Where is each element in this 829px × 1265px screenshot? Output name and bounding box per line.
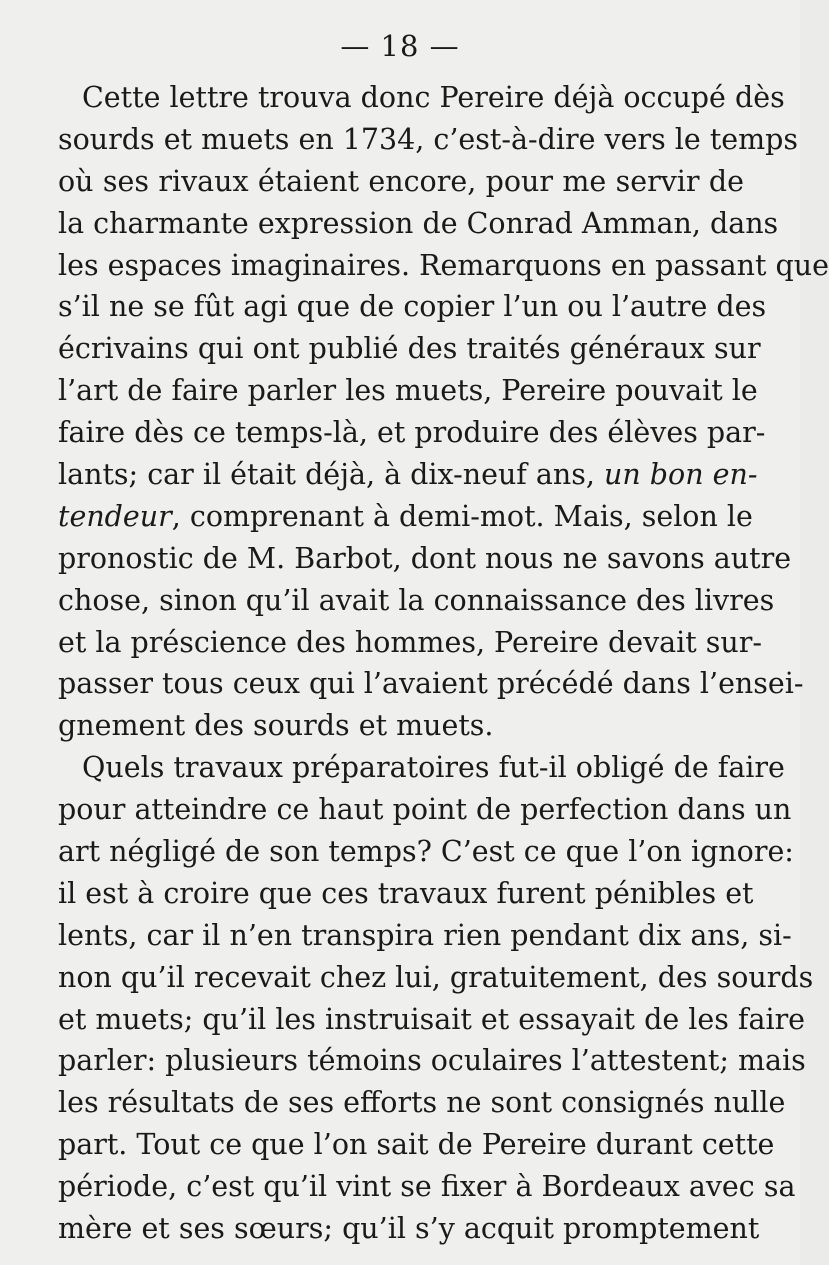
text-line: parler: plusieurs témoins oculaires l’attestent; mais [58,1044,806,1078]
text-line: s’il ne se fût agi que de copier l’un ou l’autre des [58,290,767,324]
text-line: les résultats de ses efforts ne sont consignés nulle [58,1086,786,1120]
page-number: — 18 — [340,29,460,63]
text-run: lants; car il était déjà, à dix-neuf ans, [58,458,605,492]
text-line: mère et ses sœurs; qu’il s’y acquit promptement [58,1212,760,1246]
text-line: écrivains qui ont publié des traités généraux sur [58,332,761,366]
text-line: où ses rivaux étaient encore, pour me servir de [58,164,744,198]
text-line: pour atteindre ce haut point de perfection dans un [58,793,792,827]
text-line: part. Tout ce que l’on sait de Pereire durant cette [58,1128,775,1162]
text-line: il est à croire que ces travaux furent pénibles et [58,876,754,910]
text-line: et muets; qu’il les instruisait et essayait de les faire [58,1002,806,1036]
text-line: art négligé de son temps? C’est ce que l’on ignore: [58,835,794,869]
text-line: passer tous ceux qui l’avaient précédé dans l’ensei- [58,667,804,701]
text-line [58,496,753,538]
text-line [58,454,758,496]
text-line: sourds et muets en 1734, c’est-à-dire vers le temps [58,122,799,156]
italic-text: tendeur [58,499,172,533]
text-line: les espaces imaginaires. Remarquons en passant que [58,248,829,282]
text-line: période, c’est qu’il vint se fixer à Bordeaux avec sa [58,1170,796,1204]
text-line: et la préscience des hommes, Pereire devait sur- [58,625,763,659]
text-line: Cette lettre trouva donc Pereire déjà occupé dès [82,81,785,114]
italic-text: un bon en- [604,458,758,492]
text-line: gnement des sourds et muets. [58,709,494,743]
text-line: la charmante expression de Conrad Amman, dans [58,206,779,240]
text-line: non qu’il recevait chez lui, gratuitement, des sourds [58,960,814,994]
text-line: l’art de faire parler les muets, Pereire pouvait le [58,374,758,408]
text-line: chose, sinon qu’il avait la connaissance des livres [58,583,775,617]
paragraph [58,77,829,747]
text-line: pronostic de M. Barbot, dont nous ne savons autre [58,541,792,575]
text-line: Quels travaux préparatoires fut-il obligé de faire [82,751,785,785]
body-text [58,77,829,1250]
text-line: lents, car il n’en transpira rien pendant dix ans, si- [58,918,792,952]
text-run: , comprenant à demi-mot. Mais, selon le [171,499,753,533]
text-line: faire dès ce temps-là, et produire des élèves par- [58,416,766,450]
paragraph [58,747,814,1250]
